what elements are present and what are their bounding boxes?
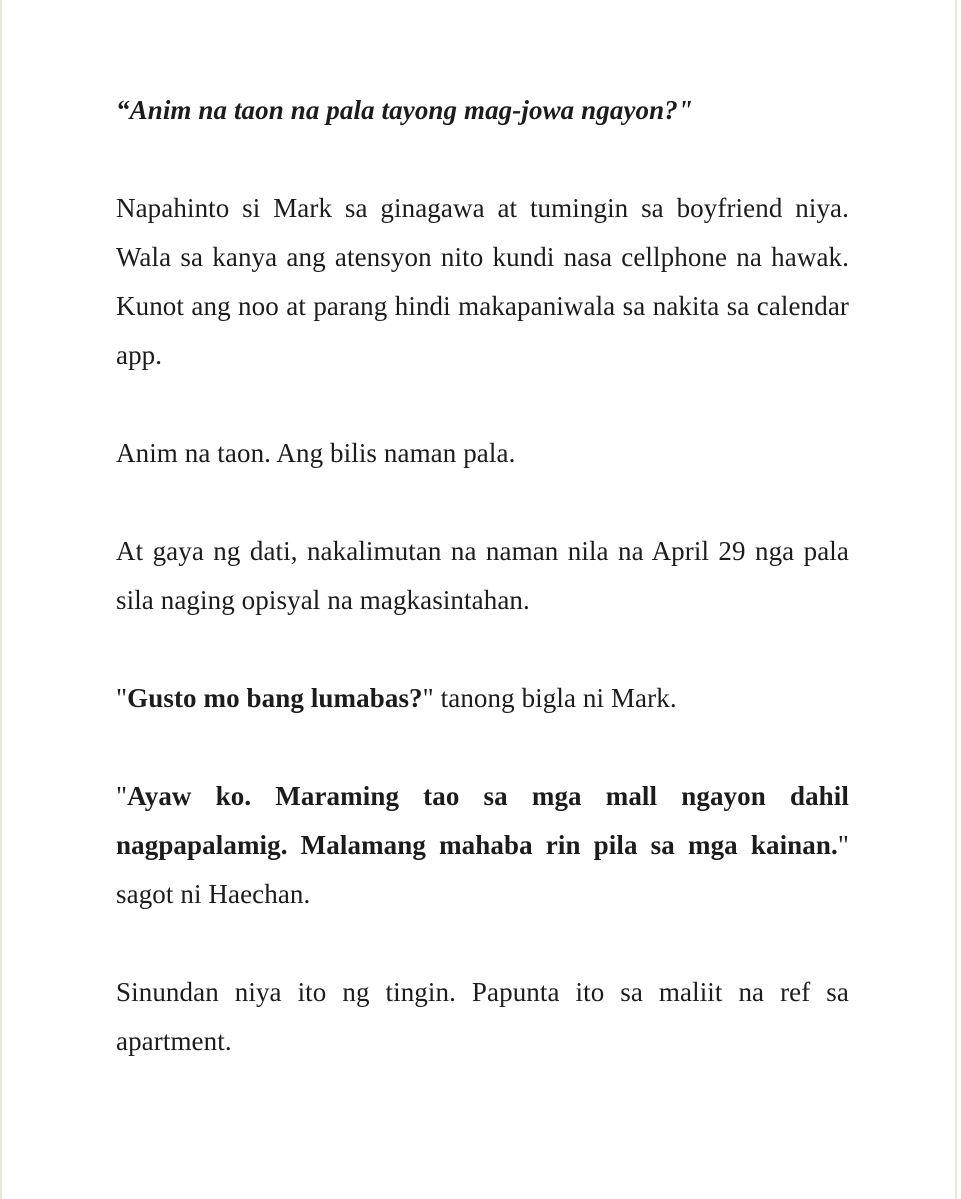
paragraph-text: “Anim na taon na pala tayong mag-jowa ngayon?"	[116, 95, 693, 125]
open-quote: "	[116, 781, 128, 811]
paragraph-text: Anim na taon. Ang bilis naman pala.	[116, 438, 516, 468]
dialogue-tag-text: " sagot ni Haechan.	[116, 830, 849, 909]
dialogue-paragraph-5	[116, 674, 849, 723]
paragraph-text: Napahinto si Mark sa ginagawa at tumingin sa boyfriend niya. Wala sa kanya ang atensyon nito kundi nasa cellphone na hawak. Kunot ang noo at parang hindi makapaniwala sa nakita sa calendar app.	[116, 193, 849, 370]
paragraph-text: At gaya ng dati, nakalimutan na naman nila na April 29 nga pala sila naging opisyal na magkasintahan.	[116, 536, 849, 615]
dialogue-paragraph-1	[116, 86, 849, 135]
dialogue-bold-text: Ayaw ko. Maraming tao sa mga mall ngayon dahil nagpapalamig. Malamang mahaba rin pila sa mga kainan.	[116, 781, 849, 860]
dialogue-tag-text: " tanong bigla ni Mark.	[422, 683, 677, 713]
narration-paragraph-3	[116, 429, 849, 478]
dialogue-paragraph-6	[116, 772, 849, 919]
narration-paragraph-4	[116, 527, 849, 625]
narration-paragraph-7	[116, 968, 849, 1066]
open-quote: "	[116, 683, 128, 713]
narration-paragraph-2	[116, 184, 849, 380]
story-text	[116, 86, 849, 1115]
dialogue-bold-text: Gusto mo bang lumabas?	[127, 683, 423, 713]
paragraph-text: Sinundan niya ito ng tingin. Papunta ito sa maliit na ref sa apartment.	[116, 977, 849, 1056]
